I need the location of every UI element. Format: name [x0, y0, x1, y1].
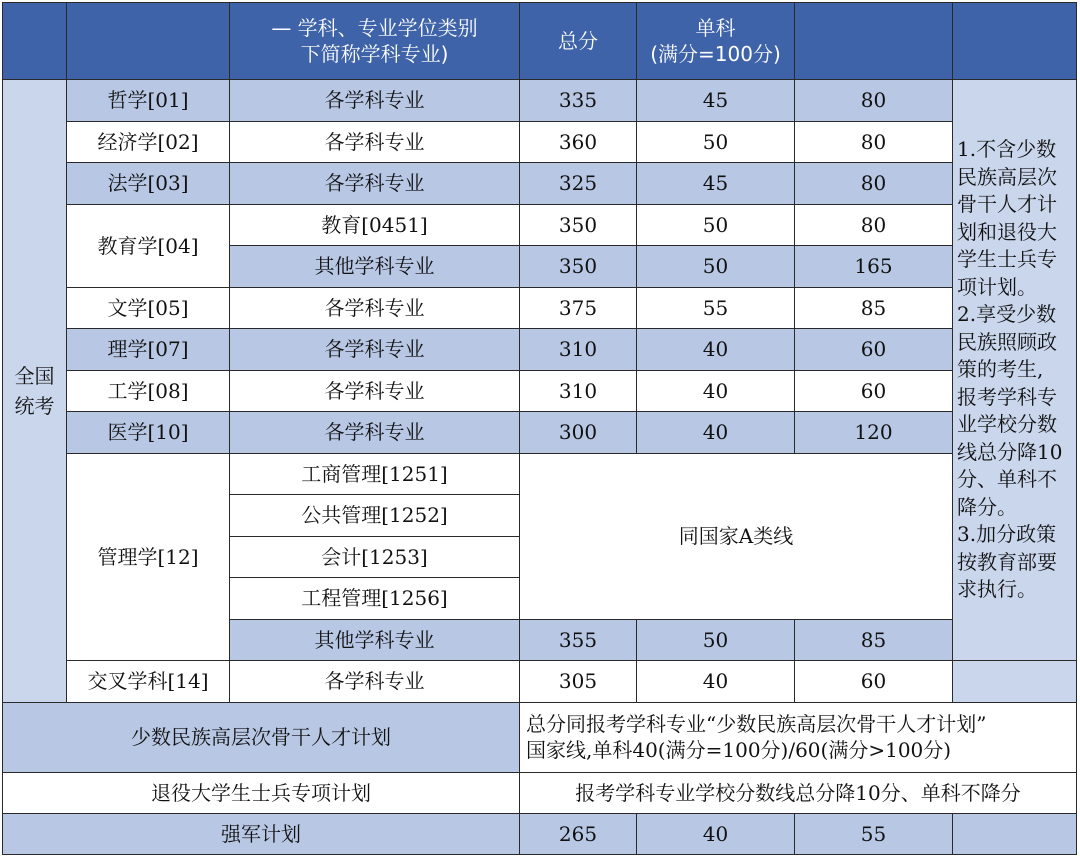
single-over-cell: 60	[795, 370, 953, 412]
same-line-cell: 同国家A类线	[520, 453, 953, 619]
table-row	[3, 453, 1077, 495]
major-cell: 会计[1253]	[230, 536, 520, 578]
major-cell: 各学科专业	[230, 121, 520, 163]
major-cell: 公共管理[1252]	[230, 495, 520, 537]
major-cell: 各学科专业	[230, 163, 520, 205]
category-cell: 工学[08]	[67, 370, 230, 412]
table-row	[3, 813, 1077, 854]
major-cell: 各学科专业	[230, 80, 520, 122]
notes-line: 策的考生,	[957, 357, 1044, 382]
score-line-table	[2, 2, 1077, 855]
region-cell	[3, 80, 67, 703]
notes-line: 求执行。	[957, 577, 1037, 602]
major-cell: 各学科专业	[230, 329, 520, 371]
table-row	[3, 121, 1077, 163]
total-cell: 350	[520, 204, 637, 246]
region-label: 全国统考	[14, 363, 55, 418]
header-single-line1: 单科	[695, 16, 736, 40]
total-cell: 310	[520, 370, 637, 412]
military-label-cell: 强军计划	[3, 813, 520, 854]
header-total: 总分	[520, 3, 637, 80]
major-cell: 工商管理[1251]	[230, 453, 520, 495]
major-cell: 各学科专业	[230, 370, 520, 412]
notes-line: 民族高层次	[957, 164, 1057, 189]
notes-line: 2.享受少数	[957, 302, 1057, 327]
notes-line: 线总分降10	[957, 439, 1063, 464]
total-cell: 355	[520, 619, 637, 661]
total-cell: 350	[520, 246, 637, 288]
military-blank-cell	[953, 813, 1077, 854]
notes-line: 1.不含少数	[957, 137, 1057, 162]
table-row	[3, 702, 1077, 772]
header-subject	[230, 3, 520, 80]
major-cell: 各学科专业	[230, 661, 520, 703]
single-over-cell: 120	[795, 412, 953, 454]
single-100-cell: 45	[637, 80, 795, 122]
single-over-cell: 55	[795, 813, 953, 854]
notes-line: 分、单科不	[957, 467, 1057, 492]
total-cell: 305	[520, 661, 637, 703]
table-row	[3, 412, 1077, 454]
notes-blank-cell	[953, 661, 1077, 703]
notes-line: 项计划。	[957, 274, 1037, 299]
total-cell: 310	[520, 329, 637, 371]
category-cell: 教育学[04]	[67, 204, 230, 287]
single-100-cell: 40	[637, 412, 795, 454]
table-row	[3, 772, 1077, 813]
single-100-cell: 50	[637, 619, 795, 661]
notes-line: 学生士兵专	[957, 247, 1057, 272]
notes-line: 民族照顾政	[957, 329, 1057, 354]
minority-line2: 国家线,单科40(满分=100分)/60(满分>100分)	[526, 738, 952, 762]
notes-text	[957, 136, 1074, 604]
minority-text-cell	[520, 702, 1077, 772]
header-notes	[953, 3, 1077, 80]
single-100-cell: 50	[637, 204, 795, 246]
single-over-cell: 85	[795, 619, 953, 661]
single-100-cell: 50	[637, 246, 795, 288]
minority-line1: 总分同报考学科专业“少数民族高层次骨干人才计划”	[526, 712, 987, 736]
single-over-cell: 165	[795, 246, 953, 288]
single-100-cell: 40	[637, 370, 795, 412]
major-cell: 其他学科专业	[230, 246, 520, 288]
header-single-line2: (满分=100分)	[650, 42, 781, 66]
header-subject-line1: — 学科、专业学位类别	[271, 16, 478, 40]
notes-cell	[953, 80, 1077, 661]
header-subject-line2: 下简称学科专业)	[300, 42, 449, 66]
veteran-text-cell: 报考学科专业学校分数线总分降10分、单科不降分	[520, 772, 1077, 813]
table-row	[3, 661, 1077, 703]
major-cell: 各学科专业	[230, 412, 520, 454]
single-100-cell: 55	[637, 287, 795, 329]
category-cell: 理学[07]	[67, 329, 230, 371]
notes-line: 骨干人才计	[957, 192, 1057, 217]
header-single	[637, 3, 795, 80]
veteran-label-cell: 退役大学生士兵专项计划	[3, 772, 520, 813]
table-row	[3, 329, 1077, 371]
table-row	[3, 370, 1077, 412]
single-100-cell: 50	[637, 121, 795, 163]
header-row	[3, 3, 1077, 80]
minority-label-cell: 少数民族高层次骨干人才计划	[3, 702, 520, 772]
major-cell: 各学科专业	[230, 287, 520, 329]
total-cell: 375	[520, 287, 637, 329]
table-row	[3, 204, 1077, 246]
notes-line: 划和退役大	[957, 219, 1057, 244]
single-100-cell: 45	[637, 163, 795, 205]
table-row	[3, 80, 1077, 122]
single-over-cell: 80	[795, 163, 953, 205]
total-cell: 360	[520, 121, 637, 163]
single-over-cell: 80	[795, 80, 953, 122]
header-blank-2	[67, 3, 230, 80]
single-over-cell: 80	[795, 121, 953, 163]
category-cell: 交叉学科[14]	[67, 661, 230, 703]
major-cell: 其他学科专业	[230, 619, 520, 661]
total-cell: 300	[520, 412, 637, 454]
single-100-cell: 40	[637, 329, 795, 371]
category-cell: 医学[10]	[67, 412, 230, 454]
category-cell: 哲学[01]	[67, 80, 230, 122]
notes-line: 3.加分政策	[957, 522, 1057, 547]
category-cell: 管理学[12]	[67, 453, 230, 661]
major-cell: 教育[0451]	[230, 204, 520, 246]
single-100-cell: 40	[637, 661, 795, 703]
category-cell: 法学[03]	[67, 163, 230, 205]
major-cell: 工程管理[1256]	[230, 578, 520, 620]
single-over-cell: 60	[795, 329, 953, 371]
category-cell: 经济学[02]	[67, 121, 230, 163]
single-over-cell: 80	[795, 204, 953, 246]
single-over-cell: 60	[795, 661, 953, 703]
notes-line: 报考学科专	[957, 384, 1057, 409]
single-100-cell: 40	[637, 813, 795, 854]
single-over-cell: 85	[795, 287, 953, 329]
table-row	[3, 163, 1077, 205]
notes-line: 业学校分数	[957, 412, 1057, 437]
header-blank-1	[3, 3, 67, 80]
total-cell: 325	[520, 163, 637, 205]
notes-line: 按教育部要	[957, 549, 1057, 574]
total-cell: 335	[520, 80, 637, 122]
notes-line: 降分。	[957, 494, 1017, 519]
table-row	[3, 287, 1077, 329]
total-cell: 265	[520, 813, 637, 854]
category-cell: 文学[05]	[67, 287, 230, 329]
header-single-over	[795, 3, 953, 80]
